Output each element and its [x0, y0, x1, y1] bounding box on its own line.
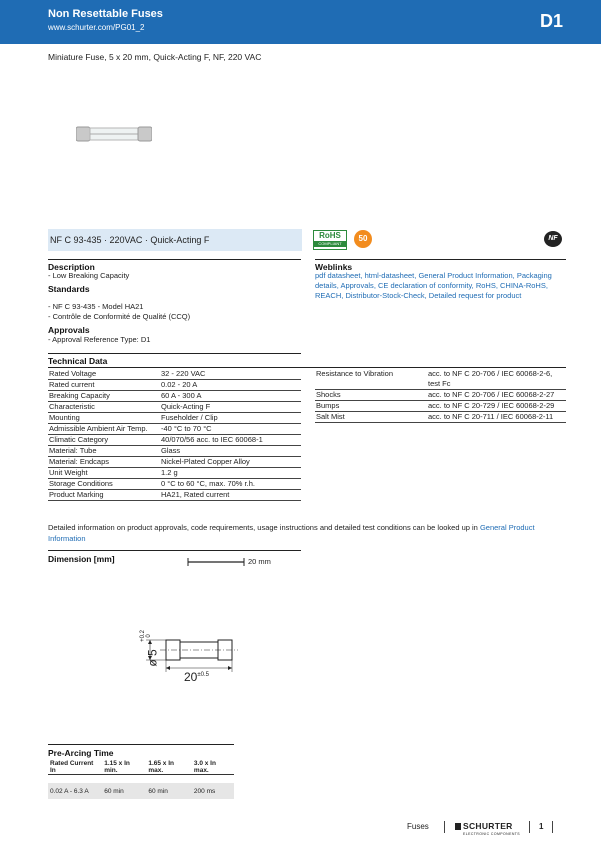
table-row — [48, 391, 301, 402]
footer-section: Fuses — [407, 822, 429, 831]
footer-brand-sub: ELECTRONIC COMPONENTS — [463, 832, 521, 836]
technical-label: Rated Voltage — [48, 369, 160, 380]
standards-heading: Standards — [48, 284, 90, 294]
standards-item: - NF C 93-435 - Model HA21 — [48, 302, 144, 311]
link-ce-declaration[interactable]: CE declaration of conformity — [377, 281, 472, 290]
footer-divider — [444, 821, 445, 833]
technical-rule — [48, 353, 301, 354]
technical-value: Fuseholder / Clip — [160, 413, 301, 424]
table-row — [315, 401, 566, 412]
length-value: 20 — [184, 670, 198, 684]
technical-label: Resistance to Vibration — [315, 369, 427, 390]
technical-value: 40/070/56 acc. to IEC 60068-1 — [160, 435, 301, 446]
product-banner — [48, 229, 302, 251]
table-row — [48, 479, 301, 490]
prearcing-cell: 0.02 A - 6.3 A — [48, 783, 102, 799]
technical-header-rule — [48, 367, 566, 368]
table-row — [48, 369, 301, 380]
table-row — [48, 457, 301, 468]
footer-divider — [552, 821, 553, 833]
technical-label: Rated current — [48, 380, 160, 391]
technical-value: acc. to NF C 20-711 / IEC 60068-2-11 — [427, 412, 566, 423]
technical-label: Material: Endcaps — [48, 457, 160, 468]
technical-heading: Technical Data — [48, 356, 108, 366]
technical-value: 60 A - 300 A — [160, 391, 301, 402]
prearcing-cell: 200 ms — [192, 783, 234, 799]
link-approvals[interactable]: Approvals — [340, 281, 374, 290]
link-reach[interactable]: REACH — [315, 291, 342, 300]
info-link[interactable]: General Product Information — [48, 523, 535, 543]
prearcing-col-rated: Rated Current In — [48, 760, 102, 775]
rohs-label: RoHS — [319, 231, 341, 240]
technical-value: Quick-Acting F — [160, 402, 301, 413]
footer-page-number: 1 — [539, 822, 544, 831]
technical-value: Nickel-Plated Copper Alloy — [160, 457, 301, 468]
technical-value: -40 °C to 70 °C — [160, 424, 301, 435]
diameter-label: ø 5 — [145, 649, 160, 667]
table-row — [48, 424, 301, 435]
technical-label: Characteristic — [48, 402, 160, 413]
prearcing-cell: 60 min — [102, 783, 146, 799]
header-title: Non Resettable Fuses — [48, 8, 163, 20]
technical-value: Glass — [160, 446, 301, 457]
weblinks-heading: Weblinks — [315, 262, 353, 272]
diameter-tol-minus: 0 — [145, 634, 152, 638]
right-section-rule — [315, 259, 566, 260]
prearcing-spacer — [48, 775, 234, 784]
prearcing-col-30: 3.0 x In max. — [192, 760, 234, 775]
approvals-heading: Approvals — [48, 325, 90, 335]
nf-badge: NF — [544, 231, 562, 247]
technical-value: 1.2 g — [160, 468, 301, 479]
weblinks-list: pdf datasheet, html-datasheet, General Product Information, Packaging details, Approvals, CE declaration of conformity, RoHS, CHINA-RoHS, REACH, Distributor-Stock-Check, Detailed request for product — [315, 271, 552, 300]
length-tolerance: ±0.5 — [197, 672, 209, 678]
technical-label: Storage Conditions — [48, 479, 160, 490]
footer-divider — [529, 821, 530, 833]
prearcing-table — [48, 760, 234, 799]
schurter-logo-icon — [455, 823, 461, 830]
technical-value: acc. to NF C 20-706 / IEC 60068-2-27 — [427, 390, 566, 401]
link-china-rohs[interactable]: CHINA-RoHS — [500, 281, 546, 290]
technical-value: 0.02 - 20 A — [160, 380, 301, 391]
left-section-rule — [48, 259, 301, 260]
table-row — [48, 435, 301, 446]
link-packaging-details[interactable]: Packaging details — [315, 271, 552, 290]
prearcing-col-115: 1.15 x In min. — [102, 760, 146, 775]
description-heading: Description — [48, 262, 95, 272]
page-footer — [0, 822, 601, 834]
rohs-sub: COMPLIANT — [314, 241, 346, 247]
rohs-badge — [313, 230, 347, 250]
technical-label: Material: Tube — [48, 446, 160, 457]
technical-label: Climatic Category — [48, 435, 160, 446]
dimension-heading: Dimension [mm] — [48, 554, 115, 564]
table-row — [48, 783, 234, 799]
technical-label: Product Marking — [48, 490, 160, 501]
prearcing-rule — [48, 744, 234, 745]
link-distributor-stock[interactable]: Distributor-Stock-Check — [345, 291, 425, 300]
header-url[interactable]: www.schurter.com/PG01_2 — [48, 23, 145, 32]
header-code: D1 — [539, 11, 563, 31]
technical-label: Breaking Capacity — [48, 391, 160, 402]
product-subtitle: Miniature Fuse, 5 x 20 mm, Quick-Acting F, NF, 220 VAC — [48, 52, 262, 62]
dimension-rule — [48, 550, 301, 551]
link-rohs[interactable]: RoHS — [475, 281, 496, 290]
technical-table-right — [315, 369, 566, 423]
link-general-product-info[interactable]: General Product Information — [418, 271, 513, 280]
prearcing-col-165: 1.65 x In max. — [146, 760, 192, 775]
technical-label: Unit Weight — [48, 468, 160, 479]
table-row — [48, 446, 301, 457]
approvals-item: - Approval Reference Type: D1 — [48, 335, 151, 344]
scale-label: 20 mm — [248, 557, 271, 566]
page-header — [0, 0, 601, 44]
table-row — [48, 413, 301, 424]
banner-text: NF C 93-435 · 220VAC · Quick-Acting F — [50, 235, 210, 245]
technical-label: Shocks — [315, 390, 427, 401]
technical-label: Admissible Ambient Air Temp. — [48, 424, 160, 435]
years-50-badge: 50 — [354, 230, 372, 248]
table-row — [48, 380, 301, 391]
technical-value: 0 °C to 60 °C, max. 70% r.h. — [160, 479, 301, 490]
table-row — [315, 390, 566, 401]
technical-value: 32 - 220 VAC — [160, 369, 301, 380]
description-item: - Low Breaking Capacity — [48, 271, 130, 280]
technical-label: Salt Mist — [315, 412, 427, 423]
info-paragraph — [48, 522, 568, 544]
table-row — [315, 369, 566, 390]
technical-value: HA21, Rated current — [160, 490, 301, 501]
link-pdf-datasheet[interactable]: pdf datasheet — [315, 271, 361, 280]
diameter-label-box — [145, 645, 164, 675]
table-row — [48, 402, 301, 413]
standards-item: - Contrôle de Conformité de Qualité (CCQ) — [48, 312, 191, 321]
table-row — [48, 490, 301, 501]
scale-bar — [186, 556, 248, 568]
link-html-datasheet[interactable]: html-datasheet — [364, 271, 415, 280]
footer-brand-name: SCHURTER — [463, 821, 513, 831]
table-row — [48, 468, 301, 479]
fuse-photo — [76, 124, 152, 144]
technical-value: acc. to NF C 20-706 / IEC 60068-2-6, test Fc — [427, 369, 566, 390]
link-detailed-request[interactable]: Detailed request for product — [428, 291, 522, 300]
technical-label: Mounting — [48, 413, 160, 424]
technical-value: acc. to NF C 20-729 / IEC 60068-2-29 — [427, 401, 566, 412]
info-text: Detailed information on product approvals, code requirements, usage instructions and detailed test conditions can be looked up in — [48, 523, 480, 532]
diameter-tolerance — [140, 630, 152, 642]
prearcing-cell: 60 min — [146, 783, 192, 799]
length-label — [184, 670, 209, 684]
technical-label: Bumps — [315, 401, 427, 412]
table-row — [315, 412, 566, 423]
technical-table-left — [48, 369, 301, 501]
prearcing-heading: Pre-Arcing Time — [48, 748, 114, 758]
diameter-tol-plus: +0.2 — [139, 630, 146, 642]
footer-brand — [455, 821, 513, 831]
